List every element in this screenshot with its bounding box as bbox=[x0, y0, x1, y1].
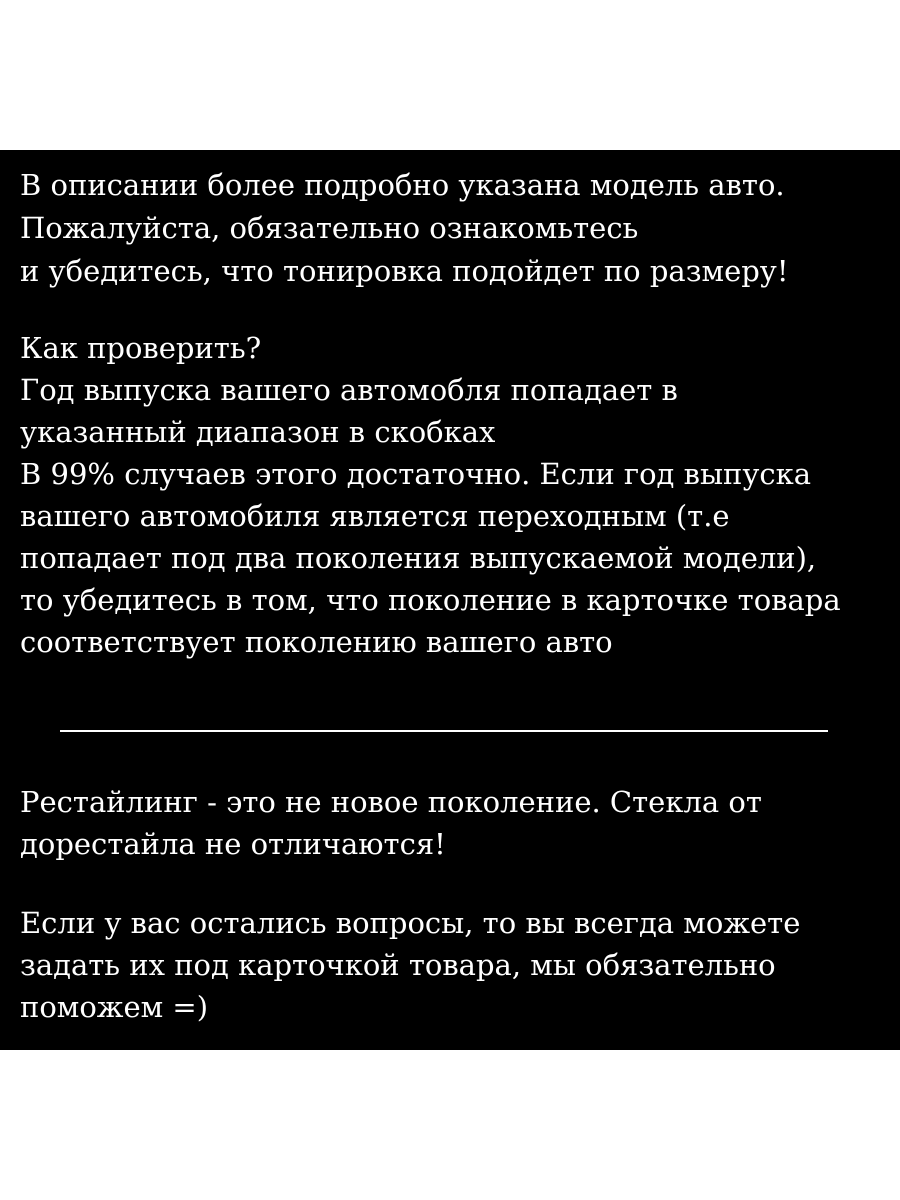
check-line-3: В 99% случаев этого достаточно. Если год выпуска bbox=[20, 457, 812, 491]
check-heading: Как проверить? bbox=[20, 331, 262, 365]
restyling-line-1: Рестайлинг - это не новое поколение. Стекла от bbox=[20, 785, 762, 819]
restyling-line-2: дорестайла не отличаются! bbox=[20, 827, 446, 861]
questions-line-3: поможем =) bbox=[20, 990, 209, 1024]
section-divider bbox=[60, 730, 828, 732]
check-line-7: соответствует поколению вашего авто bbox=[20, 625, 613, 659]
check-line-4: вашего автомобиля является переходным (т.е bbox=[20, 499, 730, 533]
intro-line-3: и убедитесь, что тонировка подойдет по размеру! bbox=[20, 254, 789, 288]
check-line-1: Год выпуска вашего автомобля попадает в bbox=[20, 373, 678, 407]
info-panel bbox=[0, 150, 900, 1050]
questions-line-1: Если у вас остались вопросы, то вы всегда можете bbox=[20, 906, 801, 940]
intro-line-2: Пожалуйста, обязательно ознакомьтесь bbox=[20, 211, 639, 245]
check-line-2: указанный диапазон в скобках bbox=[20, 415, 496, 449]
check-line-5: попадает под два поколения выпускаемой модели), bbox=[20, 541, 817, 575]
check-line-6: то убедитесь в том, что поколение в карточке товара bbox=[20, 583, 841, 617]
questions-line-2: задать их под карточкой товара, мы обязательно bbox=[20, 948, 776, 982]
intro-line-1: В описании более подробно указана модель авто. bbox=[20, 168, 785, 202]
